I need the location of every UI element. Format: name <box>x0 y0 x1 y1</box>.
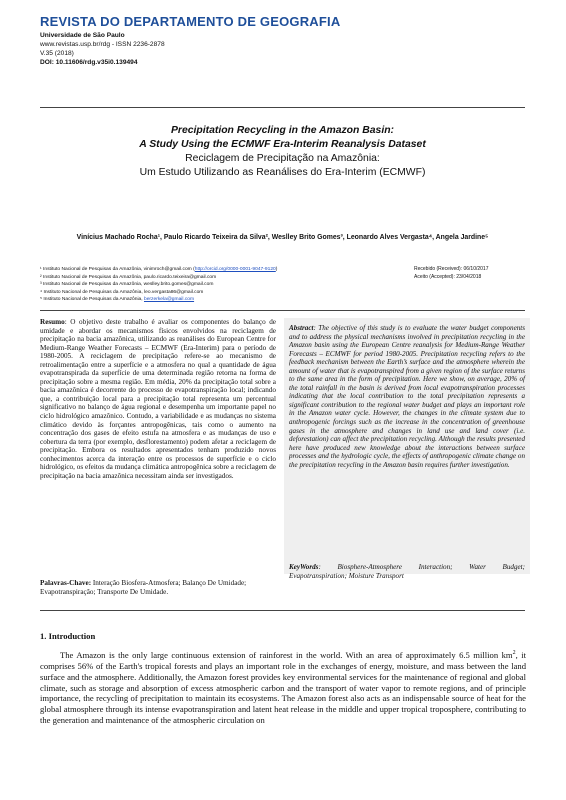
affiliation-1: ¹ Instituto Nacional de Pesquisas da Amazônia, vinimroch@gmail.com (http://orcid.org/0000-0001-9047-9120) <box>40 267 278 272</box>
palavras-chave <box>40 579 276 597</box>
journal-name: REVISTA DO DEPARTAMENTO DE GEOGRAFIA <box>40 14 341 29</box>
accepted-date: Aceito (Accepted): 23/04/2018 <box>414 273 482 280</box>
keywords-text: : Biosphere-Atmosphere Interaction; Water Budget; Evapotranspiration; Moisture Transport <box>289 563 525 580</box>
abstract-text: : The objective of this study is to evaluate the water budget components and to address the physical mechanisms involved in precipitation recycling in the Amazon basin using the European Centre reanalysis for Medium-Range Weather Forecasts – ECMWF for period 1980-2005. Precipitation recycling refers to the feedback mechanism between the Earth’s surface and the atmosphere wherein the amount of water that is evapotranspired from a given region of the surface returns to the same area in the form of precipitation. Here we show, on average, 20% of the total rainfall in the basin is derived from local evapotranspiration processes indicating that the local contribution to the total precipitation represents a significant contribution to the regional water budget and plays an important role in the Amazon water cycle. However, the changes in the climate system due to anthropogenic forcings such as the increase in the concentration of greenhouse gases in the atmosphere and changes in land use and land cover (i.e. deforestation) can affect the precipitation recycling. Although the results presented here have produced new knowledge about the interactions between surface processes and the hydrologic cycle, the effects of anthropogenic climate change on the precipitation recycling in the Amazon basin requires further investigation. <box>289 324 525 469</box>
affiliations-rule <box>40 310 525 311</box>
email-link[interactable]: berzerkela@gmail.com <box>143 297 195 303</box>
resumo <box>40 318 276 480</box>
affiliation-3: ³ Instituto Nacional de Pesquisas da Amazônia, weslley.brito.gomes@gmail.com <box>40 282 214 288</box>
abstract-label: Abstract <box>289 324 314 332</box>
abstract <box>289 324 525 469</box>
journal-meta <box>40 31 165 67</box>
title-portuguese-line2: Um Estudo Utilizando as Reanálises do Era-Interim (ECMWF) <box>139 167 426 178</box>
keywords <box>289 563 525 581</box>
resumo-text: : O objetivo deste trabalho é avaliar os componentes do balanço de umidade e abordar os mecanismos físicos envolvidos na reciclagem de precipitação na bacia amazônica, utilizando as reanálises do European Centre for Medium-Range Weather Forecasts – ECMWF (Era-Interim) para o período de 1980-2005. A reciclagem de precipitação refere-se ao mecanismo de retroalimentação entre a superfície e a atmosfera no qual a quantidade de água evapotranspirada da superfície de uma determinada região retorna na forma de precipitação sobre a mesma região. Em média, 20% da precipitação total sobre a bacia amazônica é decorrente do processo de evapotranspiração local; indicando que, a contribuição local para a precipitação total representa um percentual significativo no balanço de água regional e desempenha um importante papel no ciclo hidrológico amazônico. Contudo, a variabilidade e as mudanças no sistema climático devido às forçantes antropogênicas, tais como o aumento na concentração dos gases de efeito estufa na atmosfera e as mudanças de uso e cobertura da terra (por exemplo, desflorestamento) podem afetar a reciclagem de precipitação. Embora os resultados apresentados tenham produzido novos conhecimentos acerca da interação entre os processos de superfície e o ciclo hidrológico, os efeitos da mudança climática antropogênica sobre a reciclagem de precipitação na bacia amazônica necessitam ainda ser investigados. <box>40 318 276 480</box>
title-portuguese-line1: Reciclagem de Precipitação na Amazônia: <box>185 153 380 164</box>
introduction-paragraph: The Amazon is the only large continuous extension of rainforest in the world. With an area of approximately 6.5 million $km^2$, it comprises 56% of the Earth's tropical forests and plays an important role in the exchanges of energy, moisture, and mass between the land surface and the atmosphere. Additionally, the Amazon forest provides key environmental services for the maintenance of regional and global climate, such as storage and absorption of excess atmospheric carbon and the transport of water vapor to remote regions, and of principle importance, the recycling of precipitation to maintain its ecosystems. The Amazon forest also acts as an indispensable source of heat for the global atmosphere through its intense evapotranspiration and latent heat release in the middle and upper tropical troposphere, contributing to the generation and maintenance of the atmospheric circulation on <box>40 649 527 726</box>
affiliation-4: ⁴ Instituto Nacional de Pesquisas da Amazônia, leo.vergasta86@gmail.com <box>40 289 204 295</box>
resumo-label: Resumo <box>40 318 65 326</box>
section-heading-introduction: 1. Introduction <box>40 631 96 641</box>
website-issn: www.revistas.usp.br/rdg - ISSN 2236-2878 <box>40 41 165 48</box>
author-list: Vinícius Machado Rocha¹, Paulo Ricardo Teixeira da Silva², Weslley Brito Gomes³, Leonardo Alves Vergasta⁴, Angela Jardine⁵ <box>76 234 489 241</box>
title-english-line1: Precipitation Recycling in the Amazon Basin: <box>170 125 395 136</box>
orcid-link[interactable]: http://orcid.org/0000-0001-9047-9120 <box>194 267 276 272</box>
keywords-label: KeyWords <box>289 563 319 571</box>
institution: Universidade de São Paulo <box>40 32 125 39</box>
received-date: Recebido (Received): 06/10/2017 <box>414 266 489 272</box>
palavras-chave-text: Interação Biosfera-Atmosfera; Balanço De Umidade; Evapotranspiração; Transporte De Umidade. <box>40 579 247 596</box>
title-english-line2: A Study Using the ECMWF Era-Interim Reanalysis Dataset <box>139 139 426 150</box>
abstract-rule <box>40 610 525 611</box>
doi: DOI: 10.11606/rdg.v35i0.139494 <box>40 59 138 66</box>
affiliation-5: ⁵ Instituto Nacional de Pesquisas da Amazônia, berzerkela@gmail.com <box>40 297 195 303</box>
volume: V.35 (2018) <box>40 50 74 57</box>
affiliations <box>40 266 277 304</box>
affiliation-2: ² Instituto Nacional de Pesquisas da Amazônia, paulo.ricardo.teixeira@gmail.com <box>40 274 217 280</box>
palavras-chave-label: Palavras-Chave: <box>40 579 92 587</box>
submission-dates <box>414 266 489 281</box>
header-rule <box>40 107 525 108</box>
